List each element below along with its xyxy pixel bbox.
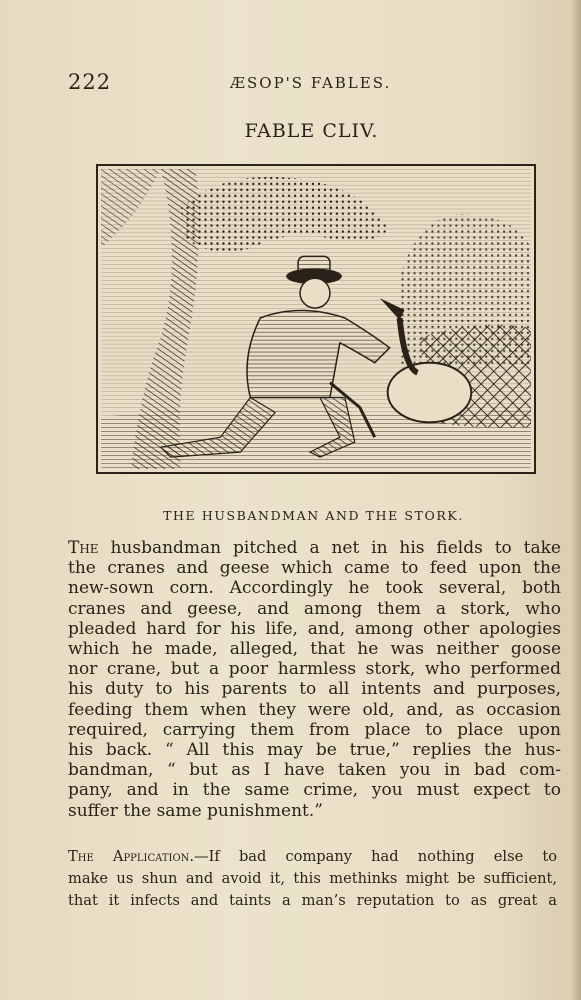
- body-line: which he made, alleged, that he was neither goose: [68, 639, 561, 660]
- body-line: his back. “ All this may be true,” replies the hus-: [68, 740, 561, 761]
- application-line: that it infects and taints a man’s reputation to as great a: [68, 892, 557, 909]
- husbandman-stork-woodcut: [101, 169, 531, 469]
- running-head: [68, 70, 558, 94]
- body-line: [68, 538, 561, 558]
- running-title: ÆSOP'S FABLES.: [230, 74, 392, 92]
- body-line: feeding them when they were old, and, as occasion: [68, 699, 561, 720]
- body-line: pany, and in the same crime, you must expect to: [68, 780, 561, 801]
- application-line: make us shun and avoid it, this methinks might be sufficient,: [68, 870, 557, 887]
- body-line: required, carrying them from place to place upon: [68, 719, 561, 740]
- woodcut-illustration: [96, 164, 536, 474]
- fable-title-caption: THE HUSBANDMAN AND THE STORK.: [163, 508, 464, 523]
- body-line: suffer the same punishment.”: [68, 800, 323, 821]
- application-label: The Application.: [68, 848, 195, 865]
- body-line: his duty to his parents to all intents and purposes,: [68, 679, 561, 700]
- fable-number: FABLE CLIV.: [244, 120, 379, 142]
- application-paragraph: [68, 846, 557, 912]
- body-first-word: The: [68, 538, 99, 558]
- page-edge-shadow: [571, 0, 581, 1000]
- body-line: nor crane, but a poor harmless stork, who performed: [68, 659, 561, 680]
- fable-body: [68, 538, 561, 821]
- application-line: [68, 846, 557, 868]
- body-line: pleaded hard for his life, and, among other apologies: [68, 618, 561, 639]
- body-line: cranes and geese, and among them a stork, who: [68, 598, 561, 619]
- body-line: new-sown corn. Accordingly he took several, both: [68, 578, 561, 599]
- body-line: the cranes and geese which came to feed upon the: [68, 558, 561, 579]
- body-line-text: husbandman pitched a net in his fields to take: [98, 538, 561, 558]
- page-number: 222: [68, 70, 112, 94]
- body-line: bandman, “ but as I have taken you in bad com-: [68, 760, 561, 781]
- application-line-text: —If bad company had nothing else to: [194, 848, 557, 865]
